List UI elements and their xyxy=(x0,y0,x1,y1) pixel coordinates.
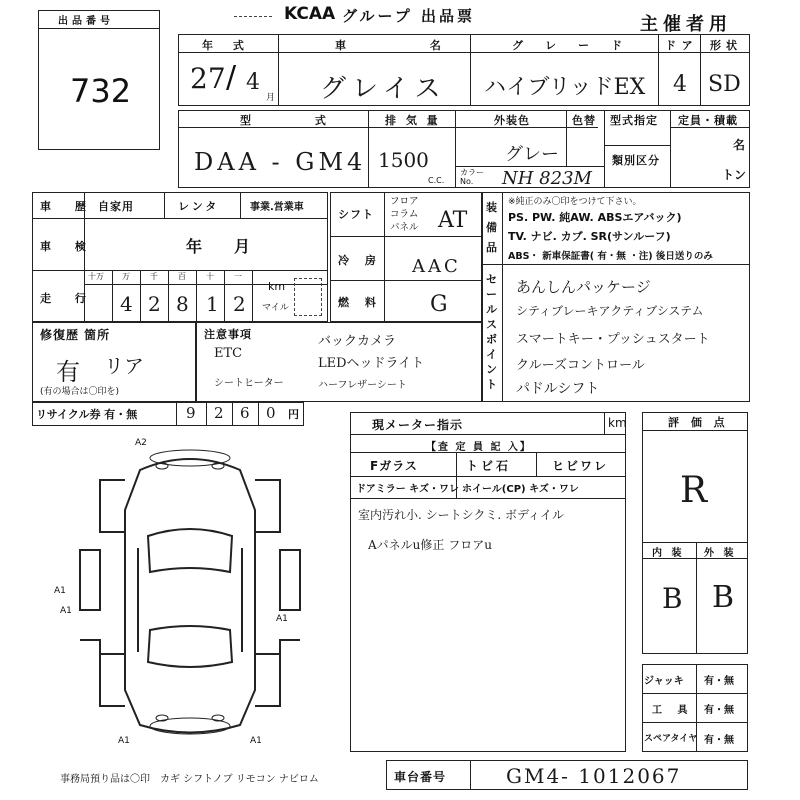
note-item: LEDヘッドライト xyxy=(318,356,425,371)
recycle-digit: 9 xyxy=(186,404,196,422)
capacity-unit-persons: 名 xyxy=(733,138,746,152)
lot-number: 732 xyxy=(70,72,132,110)
damage-mark: A1 xyxy=(250,736,262,746)
model-label: 型 式 xyxy=(240,114,356,127)
recycle-digit: 2 xyxy=(214,404,224,422)
typedesig-label: 型式指定 xyxy=(610,114,658,127)
displacement-value: 1500 xyxy=(378,148,429,172)
fuel-value: G xyxy=(430,292,448,317)
note-item: バックカメラ xyxy=(318,334,397,349)
accessory-label: ジャッキ xyxy=(644,676,684,687)
office-items: 事務局預り品は〇印 カギ シフトノブ リモコン ナビロム xyxy=(60,774,319,785)
mileage-digit-5: 2 xyxy=(233,292,246,316)
capacity-label: 定員・積載 xyxy=(678,114,738,127)
organizer-label: 主催者用 xyxy=(640,14,732,35)
damage-mark: A2 xyxy=(135,438,147,448)
interior-label: 内 装 xyxy=(652,548,685,559)
mileage-digit-4: 1 xyxy=(206,292,219,316)
sales-point: スマートキー・プッシュスタート xyxy=(516,332,710,347)
history-business: 事業.営業車 xyxy=(250,202,304,213)
repaint-label: 色替 xyxy=(572,114,596,127)
accessory-label: スペアタイヤ xyxy=(644,734,698,744)
name-value: グレイス xyxy=(320,74,447,104)
glass-label: Fガラス xyxy=(370,459,418,473)
year-month: 4 xyxy=(246,70,260,95)
chassis-value: GM4- 1012067 xyxy=(506,764,682,788)
sales-points-label: セールスポイント xyxy=(486,273,497,391)
classcode-label: 類別区分 xyxy=(612,154,660,167)
score-label: 評 価 点 xyxy=(668,416,729,429)
damage-mark: A1 xyxy=(54,586,66,596)
chassis-label: 車台番号 xyxy=(394,770,447,784)
repair-note: (有の場合は〇印を) xyxy=(40,387,120,397)
sales-point: パドルシフト xyxy=(516,381,600,397)
chip-label: トビ石 xyxy=(466,459,512,473)
mirror-label: ドアミラー キズ・ワレ xyxy=(356,484,459,495)
mileage-digit-1: 4 xyxy=(120,292,133,316)
damage-mark: A1 xyxy=(60,606,72,616)
accessory-label: 工 具 xyxy=(652,705,694,716)
inspector-remark: 室内汚れ小. シートシクミ. ボディイル xyxy=(358,508,565,522)
ac-value: AAC xyxy=(412,256,461,277)
sales-point: シティブレーキアクティブシステム xyxy=(516,304,704,318)
model-value: DAA - GM4 xyxy=(194,148,367,176)
accessory-value: 有・無 xyxy=(704,735,734,746)
score-value: R xyxy=(680,470,708,511)
accessory-value: 有・無 xyxy=(704,705,734,716)
sales-point: クルーズコントロール xyxy=(516,358,645,373)
history-label: 車 歴 xyxy=(40,200,96,213)
grade-label: グレード xyxy=(512,39,644,52)
recycle-digit: 0 xyxy=(266,404,276,422)
km-unit: km xyxy=(268,280,286,293)
accessory-value: 有・無 xyxy=(704,676,734,687)
exterior-score-label: 外 装 xyxy=(704,548,737,559)
exterior-value: B xyxy=(712,580,735,615)
notes-label: 注意事項 xyxy=(204,328,252,341)
lot-label: 出品番号 xyxy=(58,16,114,27)
digit-header-100k: 十万 xyxy=(88,272,104,281)
inspector-title: 【査 定 員 記 入】 xyxy=(426,442,532,453)
name-label: 車 名 xyxy=(335,39,481,52)
score-block xyxy=(642,412,748,654)
repair-mark: リア xyxy=(104,354,144,378)
shift-panel: パネル xyxy=(390,222,419,233)
displacement-label: 排 気 量 xyxy=(385,114,441,127)
digit-header-1k: 千 xyxy=(150,272,158,281)
fuel-label: 燃 料 xyxy=(338,296,382,309)
exterior-value: グレー xyxy=(505,144,559,165)
year-label: 年 式 xyxy=(202,39,252,52)
doors-value: 4 xyxy=(673,72,687,97)
mileage-label: 走 行 xyxy=(40,292,96,305)
exterior-label: 外装色 xyxy=(494,114,530,127)
colorno-label: カラーNo. xyxy=(460,168,484,186)
digit-header-10: 十 xyxy=(206,272,214,281)
mile-unit: マイル xyxy=(262,303,289,313)
shift-floor: フロア xyxy=(390,196,419,207)
year-value: 27 xyxy=(190,62,226,95)
digit-header-10k: 万 xyxy=(122,272,130,281)
repair-value: 有 xyxy=(56,358,80,386)
interior-value: B xyxy=(662,582,683,615)
body-label: 形状 xyxy=(710,39,742,52)
crack-label: ヒビワレ xyxy=(552,459,609,473)
car-damage-diagram xyxy=(70,440,310,750)
digit-header-1: 一 xyxy=(234,272,242,281)
inspection-value: 年 月 xyxy=(186,237,251,256)
doors-label: ドア xyxy=(665,39,699,52)
ac-label: 冷 房 xyxy=(338,254,382,267)
month-unit: 月 xyxy=(266,93,276,103)
equipment-row1: PS. PW. 純AW. ABSエアバック) xyxy=(508,211,682,224)
recycle-label: リサイクル券 有・無 xyxy=(36,408,138,421)
shift-column: コラム xyxy=(390,209,419,220)
damage-mark: A1 xyxy=(118,736,130,746)
note-item: シートヒーター xyxy=(214,378,284,389)
equipment-note: ※純正のみ〇印をつけて下さい。 xyxy=(508,197,642,207)
capacity-unit-tons: トン xyxy=(722,168,747,182)
mileage-digit-2: 2 xyxy=(148,292,161,316)
equipment-row2: TV. ナビ. カブ. SR(サンルーフ) xyxy=(508,230,671,243)
dashed-top xyxy=(234,16,272,17)
cc-unit: C.C. xyxy=(428,176,445,185)
note-item: ハーフレザーシート xyxy=(318,380,407,391)
recycle-unit: 円 xyxy=(288,408,299,421)
meter-unit: km xyxy=(608,416,627,430)
sales-point: あんしんパッケージ xyxy=(516,278,651,296)
meter-label: 現メーター指示 xyxy=(372,418,464,432)
shift-label: シフト xyxy=(338,208,374,221)
history-rental: レンタ xyxy=(178,200,220,213)
history-private: 自家用 xyxy=(98,200,134,213)
colorno-value: NH 823M xyxy=(502,168,592,189)
form-title: グループ 出品票 xyxy=(342,7,476,25)
wheel-label: ホイール(CP) キズ・ワレ xyxy=(462,484,579,495)
logo: KCAA xyxy=(284,4,336,24)
equipment-row3: ABS・ 新車保証書( 有・無 ・注) 後日送りのみ xyxy=(508,251,713,262)
body-value: SD xyxy=(708,72,741,97)
repair-label: 修復歴 箇所 xyxy=(40,328,111,342)
grade-value: ハイブリッドEX xyxy=(484,75,646,100)
note-item: ETC xyxy=(214,346,243,361)
mileage-digit-3: 8 xyxy=(176,292,189,316)
equipment-label: 装備品 xyxy=(486,201,497,254)
shift-value: AT xyxy=(438,208,468,233)
damage-mark: A1 xyxy=(276,614,288,624)
recycle-digit: 6 xyxy=(240,404,250,422)
inspection-label: 車 検 xyxy=(40,240,96,253)
digit-header-100: 百 xyxy=(178,272,186,281)
inspector-remark: Aパネルu修正 フロアu xyxy=(368,538,492,552)
